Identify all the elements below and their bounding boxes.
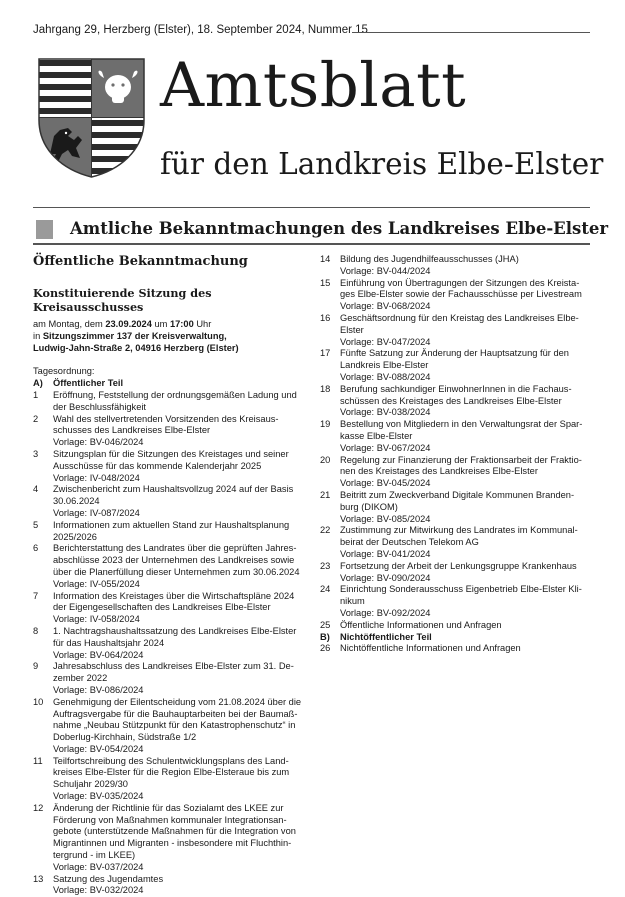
date-mid: um bbox=[151, 319, 170, 329]
agenda-item bbox=[320, 490, 592, 525]
agenda-item-line: Doberlug-Kirchhain, Südstraße 1/2 bbox=[53, 732, 197, 743]
agenda-item-line: Beitritt zum Zweckverband Digitale Kommunen Branden- bbox=[340, 489, 575, 500]
agenda-item-line: Vorlage: BV-088/2024 bbox=[340, 371, 431, 382]
right-column bbox=[320, 254, 592, 655]
agenda-item-line: kasse Elbe-Elster bbox=[340, 430, 413, 441]
agenda-item-line: Vorlage: BV-035/2024 bbox=[53, 791, 144, 802]
agenda-item-line: Vorlage: IV-058/2024 bbox=[53, 614, 140, 625]
agenda-item-line: Förderung von Maßnahmen kommunaler Integrationsan- bbox=[53, 814, 287, 825]
location-line1: Sitzungszimmer 137 der Kreisverwaltung, bbox=[42, 330, 227, 341]
agenda-item-line: Migrantinnen und Migranten - insbesondere mit Fluchthin- bbox=[53, 838, 292, 849]
agenda-item-text bbox=[340, 584, 592, 619]
agenda-item-line: Vorlage: BV-045/2024 bbox=[340, 478, 431, 489]
agenda-item-line: Vorlage: BV-054/2024 bbox=[53, 743, 144, 754]
agenda-item bbox=[320, 313, 592, 348]
agenda-item-line: Vorlage: BV-044/2024 bbox=[340, 265, 431, 276]
agenda-item-line: Vorlage: BV-041/2024 bbox=[340, 548, 431, 559]
section-marker bbox=[36, 220, 53, 239]
agenda-item-number: 14 bbox=[320, 254, 331, 264]
agenda-list-final bbox=[320, 643, 592, 655]
agenda-item-line: Sitzungsplan für die Sitzungen des Kreistages und seiner bbox=[53, 448, 289, 459]
agenda-item-line: abschlüsse 2023 der Unternehmen des Landkreises sowie bbox=[53, 555, 295, 566]
agenda-item-line: nikum bbox=[340, 596, 365, 607]
agenda-item bbox=[320, 278, 592, 313]
agenda-item-number: 25 bbox=[320, 619, 331, 630]
agenda-item-line: Satzung des Jugendamtes bbox=[53, 873, 164, 884]
agenda-item-line: Landkreis Elbe-Elster bbox=[340, 360, 429, 371]
agenda-item-line: Änderung der Richtlinie für das Sozialamt des LKEE zur bbox=[53, 802, 284, 813]
agenda-item bbox=[33, 626, 303, 661]
agenda-item-line: nen des Kreistages des Landkreises Elbe-Elster bbox=[340, 466, 538, 477]
agenda-item-text bbox=[53, 484, 303, 519]
masthead-title: Amtsblatt bbox=[160, 50, 467, 121]
section-marker-b: B) bbox=[320, 631, 330, 642]
agenda-item-line: Vorlage: BV-046/2024 bbox=[53, 437, 144, 448]
agenda-item-line: Zwischenbericht zum Haushaltsvollzug 2024 auf der Basis bbox=[53, 484, 294, 495]
agenda-item bbox=[320, 348, 592, 383]
meeting-location-line1 bbox=[33, 331, 303, 343]
agenda-item-line: Vorlage: BV-085/2024 bbox=[340, 513, 431, 524]
agenda-item-line: Vorlage: BV-037/2024 bbox=[53, 861, 144, 872]
agenda-item bbox=[320, 254, 592, 278]
agenda-item-line: der Eigengesellschaften des Landkreises Elbe-Elster bbox=[53, 602, 271, 613]
agenda-item-line: Auftragsvergabe für die Bauhauptarbeiten bei der Baumaß- bbox=[53, 708, 298, 719]
agenda-item-text bbox=[53, 414, 303, 449]
agenda-item-number: 2 bbox=[33, 413, 39, 424]
agenda-item-number: 24 bbox=[320, 584, 331, 595]
agenda-item-line: Vorlage: IV-055/2024 bbox=[53, 578, 140, 589]
agenda-item-line: Bestellung von Mitgliedern in den Verwaltungsrat der Spar- bbox=[340, 419, 583, 430]
masthead-subtitle: für den Landkreis Elbe-Elster bbox=[160, 147, 604, 181]
agenda-item-number: 16 bbox=[320, 312, 331, 323]
date-value: 23.09.2024 bbox=[105, 319, 152, 329]
agenda-item-text bbox=[53, 756, 303, 803]
agenda-label: Tagesordnung: bbox=[33, 366, 95, 377]
meeting-date bbox=[33, 319, 303, 331]
section-title: Amtliche Bekanntmachungen des Landkreises Elbe-Elster bbox=[70, 219, 609, 238]
agenda-item-line: beirat der Deutschen Telekom AG bbox=[340, 537, 479, 548]
agenda-item-line: für das Haushaltsjahr 2024 bbox=[53, 637, 165, 648]
section-rule bbox=[33, 243, 590, 245]
agenda-item-line: Eröffnung, Feststellung der ordnungsgemäßen Ladung und bbox=[53, 389, 297, 400]
agenda-item-line: schüssen des Kreistages des Landkreises Elbe-Elster bbox=[340, 395, 562, 406]
agenda-item bbox=[33, 874, 303, 897]
agenda-item bbox=[320, 620, 592, 632]
agenda-item-line: Teilfortschreibung des Schulentwicklungsplans des Land- bbox=[53, 755, 289, 766]
agenda-item bbox=[320, 455, 592, 490]
agenda-item-line: Vorlage: BV-047/2024 bbox=[340, 336, 431, 347]
agenda-item-line: Jahresabschluss des Landkreises Elbe-Elster zum 31. De- bbox=[53, 661, 294, 672]
agenda-item-line: Geschäftsordnung für den Kreistag des Landkreises Elbe- bbox=[340, 312, 579, 323]
agenda-item-line: Öffentliche Informationen und Anfragen bbox=[340, 619, 502, 630]
agenda-item bbox=[33, 756, 303, 803]
agenda-item-text bbox=[53, 697, 303, 756]
agenda-item-text bbox=[53, 661, 303, 696]
agenda-section-public bbox=[33, 378, 303, 390]
meeting-title: Konstituierende Sitzung des Kreisausschusses bbox=[33, 286, 212, 314]
agenda-item bbox=[320, 384, 592, 419]
agenda-item-text bbox=[340, 278, 592, 313]
agenda-item-line: Vorlage: BV-068/2024 bbox=[340, 301, 431, 312]
agenda-item-line: der Beschlussfähigkeit bbox=[53, 401, 147, 412]
agenda-item-text bbox=[340, 643, 592, 655]
agenda-item-line: 2025/2026 bbox=[53, 531, 97, 542]
agenda-item-text bbox=[340, 561, 592, 585]
agenda-item-line: Vorlage: IV-048/2024 bbox=[53, 472, 140, 483]
agenda-item-line: Ausschüsse für das kommende Kalenderjahr 2025 bbox=[53, 460, 262, 471]
agenda-item-line: 1. Nachtragshaushaltssatzung des Landkreises Elbe-Elster bbox=[53, 625, 297, 636]
agenda-item-number: 4 bbox=[33, 484, 39, 495]
agenda-item bbox=[33, 803, 303, 874]
agenda-item bbox=[320, 643, 592, 655]
agenda-item-line: ges Elbe-Elster sowie der Fachausschüsse per Livestream bbox=[340, 289, 582, 300]
agenda-item-number: 19 bbox=[320, 419, 331, 430]
agenda-item-text bbox=[53, 520, 303, 544]
agenda-item-line: Vorlage: BV-092/2024 bbox=[340, 607, 431, 618]
agenda-item bbox=[33, 697, 303, 756]
agenda-item bbox=[320, 419, 592, 454]
agenda-item-number: 8 bbox=[33, 625, 39, 636]
agenda-item-number: 17 bbox=[320, 348, 331, 359]
agenda-item-number: 1 bbox=[33, 389, 39, 400]
agenda-list-left bbox=[33, 390, 303, 897]
agenda-item-text bbox=[53, 626, 303, 661]
agenda-item-text bbox=[340, 313, 592, 348]
agenda-item-line: Vorlage: IV-087/2024 bbox=[53, 507, 140, 518]
agenda-item bbox=[33, 449, 303, 484]
left-column bbox=[33, 254, 303, 897]
agenda-item-number: 6 bbox=[33, 543, 39, 554]
agenda-item-number: 18 bbox=[320, 383, 331, 394]
agenda-item-text bbox=[340, 384, 592, 419]
agenda-item-line: Vorlage: BV-064/2024 bbox=[53, 649, 144, 660]
date-prefix: am Montag, dem bbox=[33, 319, 106, 329]
agenda-item-line: 30.06.2024 bbox=[53, 496, 100, 507]
coat-of-arms-icon bbox=[38, 58, 145, 178]
agenda-item bbox=[33, 661, 303, 696]
agenda-item-number: 3 bbox=[33, 448, 39, 459]
agenda-item-number: 15 bbox=[320, 277, 331, 288]
agenda-section-nonpublic bbox=[320, 632, 592, 644]
agenda-item-line: Vorlage: BV-032/2024 bbox=[53, 885, 144, 896]
agenda-item-line: nahme „Neubau Stützpunkt für den Katastrophenschutz“ in bbox=[53, 720, 296, 731]
agenda-item-number: 23 bbox=[320, 560, 331, 571]
issue-rule bbox=[352, 32, 590, 33]
agenda-item-line: gebote (unterstützende Maßnahmen für die Integration von bbox=[53, 826, 296, 837]
agenda-item-number: 11 bbox=[33, 755, 43, 766]
agenda-item-line: Wahl des stellvertretenden Vorsitzenden des Kreisaus- bbox=[53, 413, 279, 424]
location-line2: Ludwig-Jahn-Straße 2, 04916 Herzberg (Elster) bbox=[33, 342, 239, 353]
agenda-item-number: 9 bbox=[33, 661, 39, 672]
agenda-item-number: 7 bbox=[33, 590, 39, 601]
agenda-item-line: zember 2022 bbox=[53, 673, 108, 684]
agenda-item-line: Informationen zum aktuellen Stand zur Haushaltsplanung bbox=[53, 519, 290, 530]
agenda-item-line: Vorlage: BV-086/2024 bbox=[53, 684, 144, 695]
agenda-item-text bbox=[340, 348, 592, 383]
agenda-item-text bbox=[53, 803, 303, 874]
agenda-item-text bbox=[340, 254, 592, 278]
agenda-item-line: Einrichtung Sonderausschuss Eigenbetrieb Elbe-Elster Kli- bbox=[340, 584, 582, 595]
agenda-item-number: 12 bbox=[33, 802, 44, 813]
agenda-item-line: Bildung des Jugendhilfeausschusses (JHA) bbox=[340, 254, 519, 264]
agenda-item-text bbox=[340, 525, 592, 560]
agenda-item bbox=[33, 520, 303, 544]
agenda-item bbox=[33, 484, 303, 519]
agenda-item-text bbox=[53, 543, 303, 590]
agenda-item-line: Berichterstattung des Landrates über die geprüften Jahres- bbox=[53, 543, 297, 554]
issue-line: Jahrgang 29, Herzberg (Elster), 18. September 2024, Nummer 15 bbox=[33, 24, 368, 36]
agenda-item-number: 22 bbox=[320, 525, 331, 536]
masthead-rule bbox=[33, 207, 590, 208]
agenda-item bbox=[320, 525, 592, 560]
agenda-list-right bbox=[320, 254, 592, 632]
agenda-item-text bbox=[340, 419, 592, 454]
agenda-item-line: Einführung von Übertragungen der Sitzungen des Kreista- bbox=[340, 277, 580, 288]
agenda-item-line: Fortsetzung der Arbeit der Lenkungsgruppe Krankenhaus bbox=[340, 560, 577, 571]
agenda-item-number: 20 bbox=[320, 454, 331, 465]
agenda-item-number: 26 bbox=[320, 643, 331, 654]
agenda-item-text bbox=[53, 449, 303, 484]
time-value: 17:00 bbox=[169, 319, 194, 329]
agenda-item-line: schusses des Landkreises Elbe-Elster bbox=[53, 425, 211, 436]
agenda-item-number: 5 bbox=[33, 519, 39, 530]
agenda-item-line: Vorlage: BV-090/2024 bbox=[340, 572, 431, 583]
agenda-item bbox=[320, 584, 592, 619]
agenda-item bbox=[33, 591, 303, 626]
agenda-item-number: 21 bbox=[320, 489, 331, 500]
agenda-item-line: Nichtöffentliche Informationen und Anfragen bbox=[340, 643, 521, 654]
agenda-item-text bbox=[53, 591, 303, 626]
agenda-item bbox=[33, 543, 303, 590]
section-label-public: Öffentlicher Teil bbox=[53, 378, 124, 389]
agenda-item-text bbox=[340, 455, 592, 490]
agenda-item-number: 10 bbox=[33, 696, 44, 707]
agenda-item-text bbox=[53, 390, 303, 414]
agenda-item-text bbox=[53, 874, 303, 897]
section-marker-a: A) bbox=[33, 378, 43, 389]
agenda-item bbox=[33, 414, 303, 449]
agenda-item-line: Regelung zur Finanzierung der Fraktionsarbeit der Fraktio- bbox=[340, 454, 582, 465]
agenda-item-line: Fünfte Satzung zur Änderung der Hauptsatzung für den bbox=[340, 348, 569, 359]
notice-heading: Öffentliche Bekanntmachung bbox=[33, 254, 248, 269]
agenda-item bbox=[320, 561, 592, 585]
agenda-item bbox=[33, 390, 303, 414]
agenda-item-line: kreises Elbe-Elster für die Region Elbe-Elsteraue bis zum bbox=[53, 767, 290, 778]
section-label-nonpublic: Nichtöffentlicher Teil bbox=[340, 631, 432, 642]
time-suffix: Uhr bbox=[193, 319, 212, 329]
agenda-item-line: Schuljahr 2029/30 bbox=[53, 779, 128, 790]
location-prefix: in bbox=[33, 330, 43, 341]
agenda-item-line: Zustimmung zur Mitwirkung des Landrates im Kommunal- bbox=[340, 525, 578, 536]
agenda-item-text bbox=[340, 620, 592, 632]
agenda-item-text bbox=[340, 490, 592, 525]
agenda-item-line: tergrund - im LKEE) bbox=[53, 850, 136, 861]
agenda-item-line: über die Planerfüllung dieser Unternehmen zum 30.06.2024 bbox=[53, 566, 300, 577]
agenda-item-number: 13 bbox=[33, 873, 44, 884]
agenda-item-line: Information des Kreistages über die Wirtschaftspläne 2024 bbox=[53, 590, 295, 601]
agenda-item-line: Vorlage: BV-067/2024 bbox=[340, 442, 431, 453]
agenda-item-line: burg (DIKOM) bbox=[340, 501, 398, 512]
agenda-item-line: Elster bbox=[340, 324, 364, 335]
agenda-item-line: Berufung sachkundiger EinwohnerInnen in die Fachaus- bbox=[340, 383, 572, 394]
agenda-item-line: Vorlage: BV-038/2024 bbox=[340, 407, 431, 418]
meeting-location-line2 bbox=[33, 343, 303, 355]
agenda-item-line: Genehmigung der Eilentscheidung vom 21.08.2024 über die bbox=[53, 696, 302, 707]
